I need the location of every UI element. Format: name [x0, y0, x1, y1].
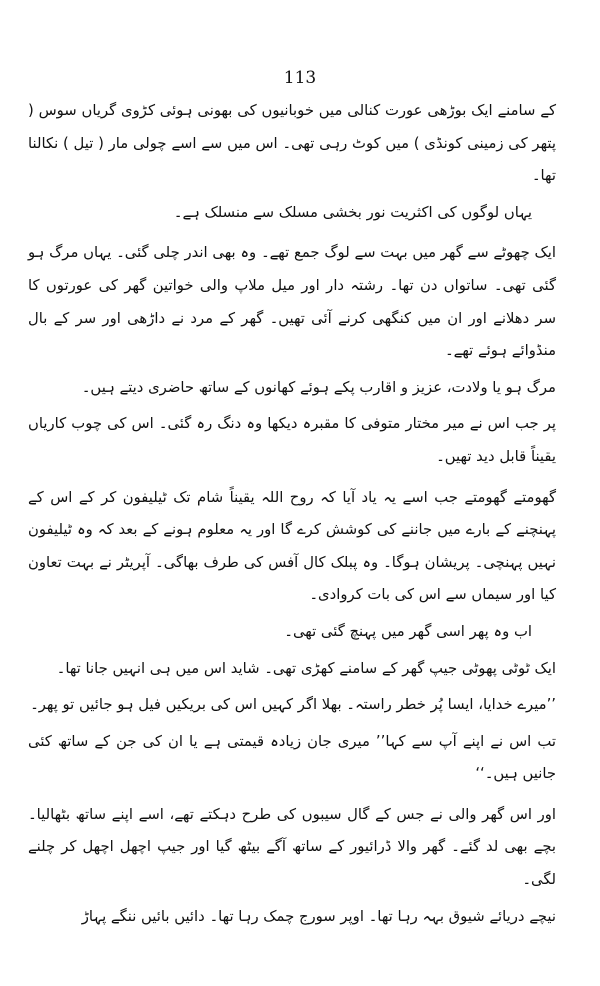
paragraph-9: ’’میرے خدایا، ایسا پُر خطر راستہ۔ بھلا اگر کہیں اس کی بریکیں فیل ہو جائیں تو پھر۔	[30, 696, 556, 714]
page-number: 113	[283, 68, 317, 88]
paragraph-6: گھومتے گھومتے جب اسے یہ یاد آیا کہ روح اللہ یقیناً شام تک ٹیلیفون کر کے اس کے پہنچنے کے بارے میں جاننے کی کوشش کرے گا اور یہ معلوم ہونے کے بعد کہ وہ ٹیلیفون نہیں پہنچی۔ پریشان ہوگا۔ وہ پبلک کال آفس کی طرف بھاگی۔ آپریٹر نے بہت تعاون کیا اور سیماں سے اس کی بات کروادی۔	[28, 488, 556, 604]
paragraph-7: اب وہ پھر اسی گھر میں پہنچ گئی تھی۔	[284, 622, 532, 640]
paragraph-4: مرگ ہو یا ولادت، عزیز و اقارب پکے ہوئے کھانوں کے ساتھ حاضری دیتے ہیں۔	[81, 378, 556, 396]
paragraph-1: کے سامنے ایک بوڑھی عورت کنالی میں خوبانیوں کی بھونی ہوئی کڑوی گریاں سوس ( پتھر کی زمینی کونڈی ) میں کوٹ رہی تھی۔ اس میں سے اسے چولی مار ( تیل ) نکالنا تھا۔	[28, 102, 556, 185]
paragraph-11: اور اس گھر والی نے جس کے گال سیبوں کی طرح دہکتے تھے، اسے اپنے ساتھ بٹھالیا۔ بچے بھی لد گئے۔ گھر والا ڈرائیور کے ساتھ آگے بیٹھ گیا اور جیپ اچھل اچھل کر چلنے لگی۔	[28, 805, 556, 889]
paragraph-12: نیچے دریائے شیوق بہہ رہا تھا۔ اوپر سورج چمک رہا تھا۔ دائیں بائیں ننگے پہاڑ	[81, 907, 556, 925]
paragraph-8: ایک ٹوٹی پھوٹی جیپ گھر کے سامنے کھڑی تھی۔ شاید اس میں ہی انہیں جانا تھا۔	[56, 659, 556, 677]
paragraph-3: ایک چھوٹے سے گھر میں بہت سے لوگ جمع تھے۔ وہ بھی اندر چلی گئی۔ یہاں مرگ ہو گئی تھی۔ ساتواں دن تھا۔ رشتہ دار اور میل ملاپ والی خواتین گھر کی عورتوں کا سر دھلانے اور ان میں کنگھی کرنے آئی تھیں۔ گھر کے مرد نے داڑھی اور سر کے بال منڈوائے ہوئے تھے۔	[28, 244, 556, 360]
paragraph-10: تب اس نے اپنے آپ سے کہا’’ میری جان زیادہ قیمتی ہے یا ان کی جن کے ساتھ کئی جانیں ہیں۔‘‘	[28, 732, 556, 783]
paragraph-2: یہاں لوگوں کی اکثریت نور بخشی مسلک سے منسلک ہے۔	[173, 203, 532, 221]
paragraph-5: پر جب اس نے میر مختار متوفی کا مقبرہ دیکھا وہ دنگ رہ گئی۔ اس کی چوب کاریاں یقیناً قابل دید تھیں۔	[28, 415, 556, 465]
body-text	[28, 95, 556, 937]
